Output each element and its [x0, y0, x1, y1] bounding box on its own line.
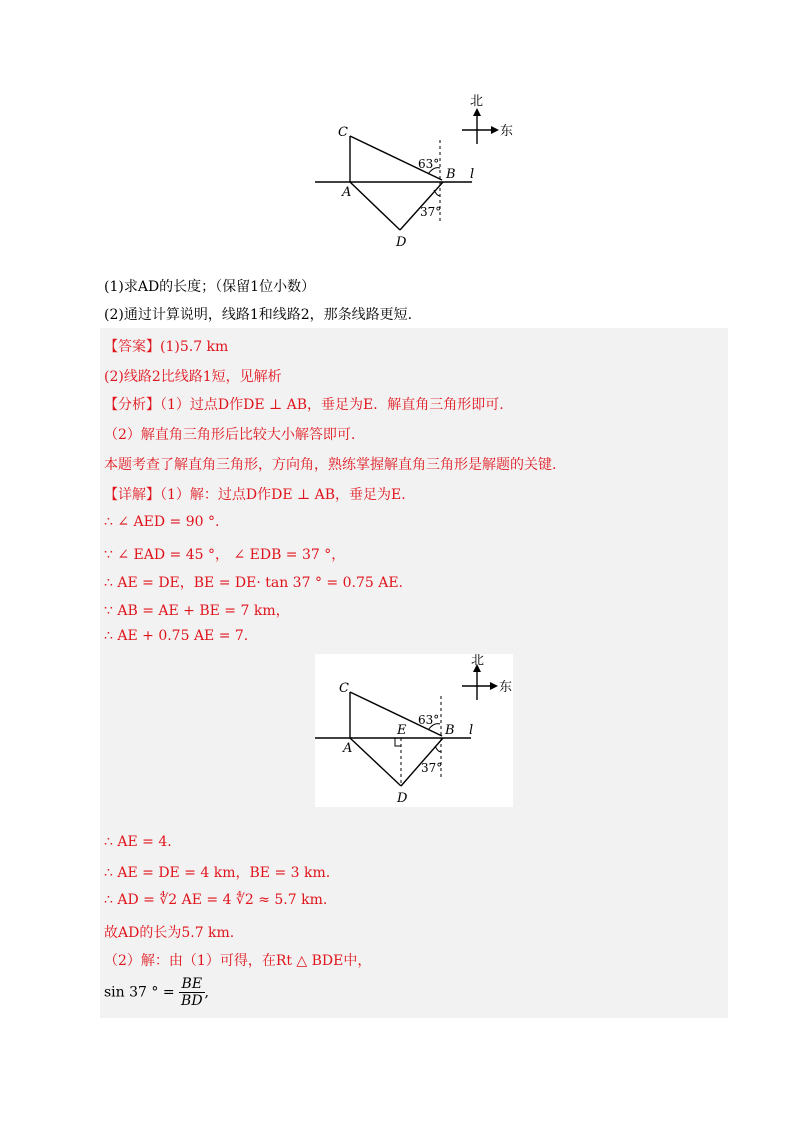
- right-angle-mark: [395, 738, 401, 746]
- solution-panel: [100, 328, 728, 1018]
- label-d: D: [396, 235, 407, 250]
- label-a: A: [342, 185, 352, 200]
- detail-1: （1）解：过点D作DE ⊥ AB，垂足为E.: [160, 487, 406, 503]
- label-angle-37-2: 37°: [421, 761, 443, 775]
- label-c: C: [338, 125, 348, 140]
- question-2-text: (2)通过计算说明，线路1和线路2，那条线路更短.: [104, 307, 413, 323]
- label-angle-63: 63°: [418, 157, 440, 171]
- compass-east-arrow-icon-2: [490, 682, 498, 690]
- analysis-2: （2）解直角三角形后比较大小解答即可.: [104, 427, 356, 443]
- analysis-tag: 【分析】: [104, 397, 160, 413]
- label-north: 北: [470, 94, 484, 109]
- label-east-2: 东: [499, 680, 513, 695]
- compass-east-arrow-icon: [491, 126, 499, 134]
- figure-2: [315, 654, 513, 807]
- analysis-line-2: [104, 424, 355, 444]
- step-9: 故AD的长为5.7 km.: [104, 925, 235, 941]
- answer-2: (2)线路2比线路1短，见解析: [104, 369, 282, 385]
- label-c-2: C: [339, 681, 349, 696]
- compass-north-arrow-icon: [473, 108, 481, 116]
- analysis-1: （1）过点D作DE ⊥ AB，垂足为E．解直角三角形即可.: [160, 397, 504, 413]
- answer-1: (1)5.7 km: [160, 339, 229, 355]
- part-2-line: （2）解：由（1）可得，在Rt △ BDE中，: [104, 953, 372, 969]
- figure-2-svg: [315, 654, 513, 807]
- analysis-line-3: [104, 454, 556, 474]
- sin-prefix: sin 37 ° =: [104, 984, 175, 1001]
- label-b-2: B: [445, 723, 455, 738]
- step-1: ∴ ∠ AED = 90 °.: [104, 514, 220, 530]
- answer-line-2: [104, 366, 282, 386]
- detail-line-1: [104, 484, 406, 504]
- label-e-2: E: [397, 723, 407, 738]
- sin-equation: [104, 976, 209, 1009]
- detail-tag: 【详解】: [104, 487, 160, 503]
- segment-ad-2: [350, 738, 401, 786]
- label-east: 东: [500, 124, 514, 139]
- label-a-2: A: [343, 741, 353, 756]
- step-6: ∴ AE = 4.: [104, 834, 172, 850]
- step-8: ∴ AD = ∜2 AE = 4 ∜2 ≈ 5.7 km.: [104, 892, 328, 908]
- angle-arc-bottom: [434, 190, 440, 196]
- answer-tag: 【答案】: [104, 339, 160, 355]
- figure-1-svg: [310, 92, 520, 252]
- label-l-2: l: [469, 723, 474, 738]
- question-1: [104, 276, 724, 296]
- segment-ad: [350, 182, 400, 230]
- label-b: B: [446, 167, 456, 182]
- fraction-be-bd: [179, 976, 205, 1009]
- angle-arc-bottom-2: [435, 746, 441, 752]
- label-l: l: [470, 167, 475, 182]
- step-2: ∵ ∠ EAD = 45 °， ∠ EDB = 37 °，: [104, 547, 346, 563]
- fraction-numerator: BE: [179, 976, 205, 993]
- answer-line-1: [104, 336, 228, 356]
- figure-1: [310, 92, 520, 252]
- fraction-suffix: ,: [204, 984, 209, 1001]
- step-4: ∵ AB = AE + BE = 7 km，: [104, 603, 290, 619]
- label-angle-37: 37°: [420, 205, 442, 219]
- analysis-line-1: [104, 394, 504, 414]
- label-north-2: 北: [471, 654, 485, 668]
- step-5: ∴ AE + 0.75 AE = 7.: [104, 628, 249, 644]
- label-angle-63-2: 63°: [418, 713, 440, 727]
- analysis-3: 本题考查了解直角三角形，方向角，熟练掌握解直角三角形是解题的关键.: [104, 457, 557, 473]
- step-7: ∴ AE = DE = 4 km，BE = 3 km.: [104, 865, 331, 881]
- fraction-denominator: BD: [181, 993, 203, 1009]
- label-d-2: D: [397, 791, 408, 806]
- question-2: [104, 304, 724, 324]
- step-3: ∴ AE = DE，BE = DE· tan 37 ° = 0.75 AE.: [104, 575, 403, 591]
- question-1-text: (1)求AD的长度；（保留1位小数）: [104, 279, 316, 295]
